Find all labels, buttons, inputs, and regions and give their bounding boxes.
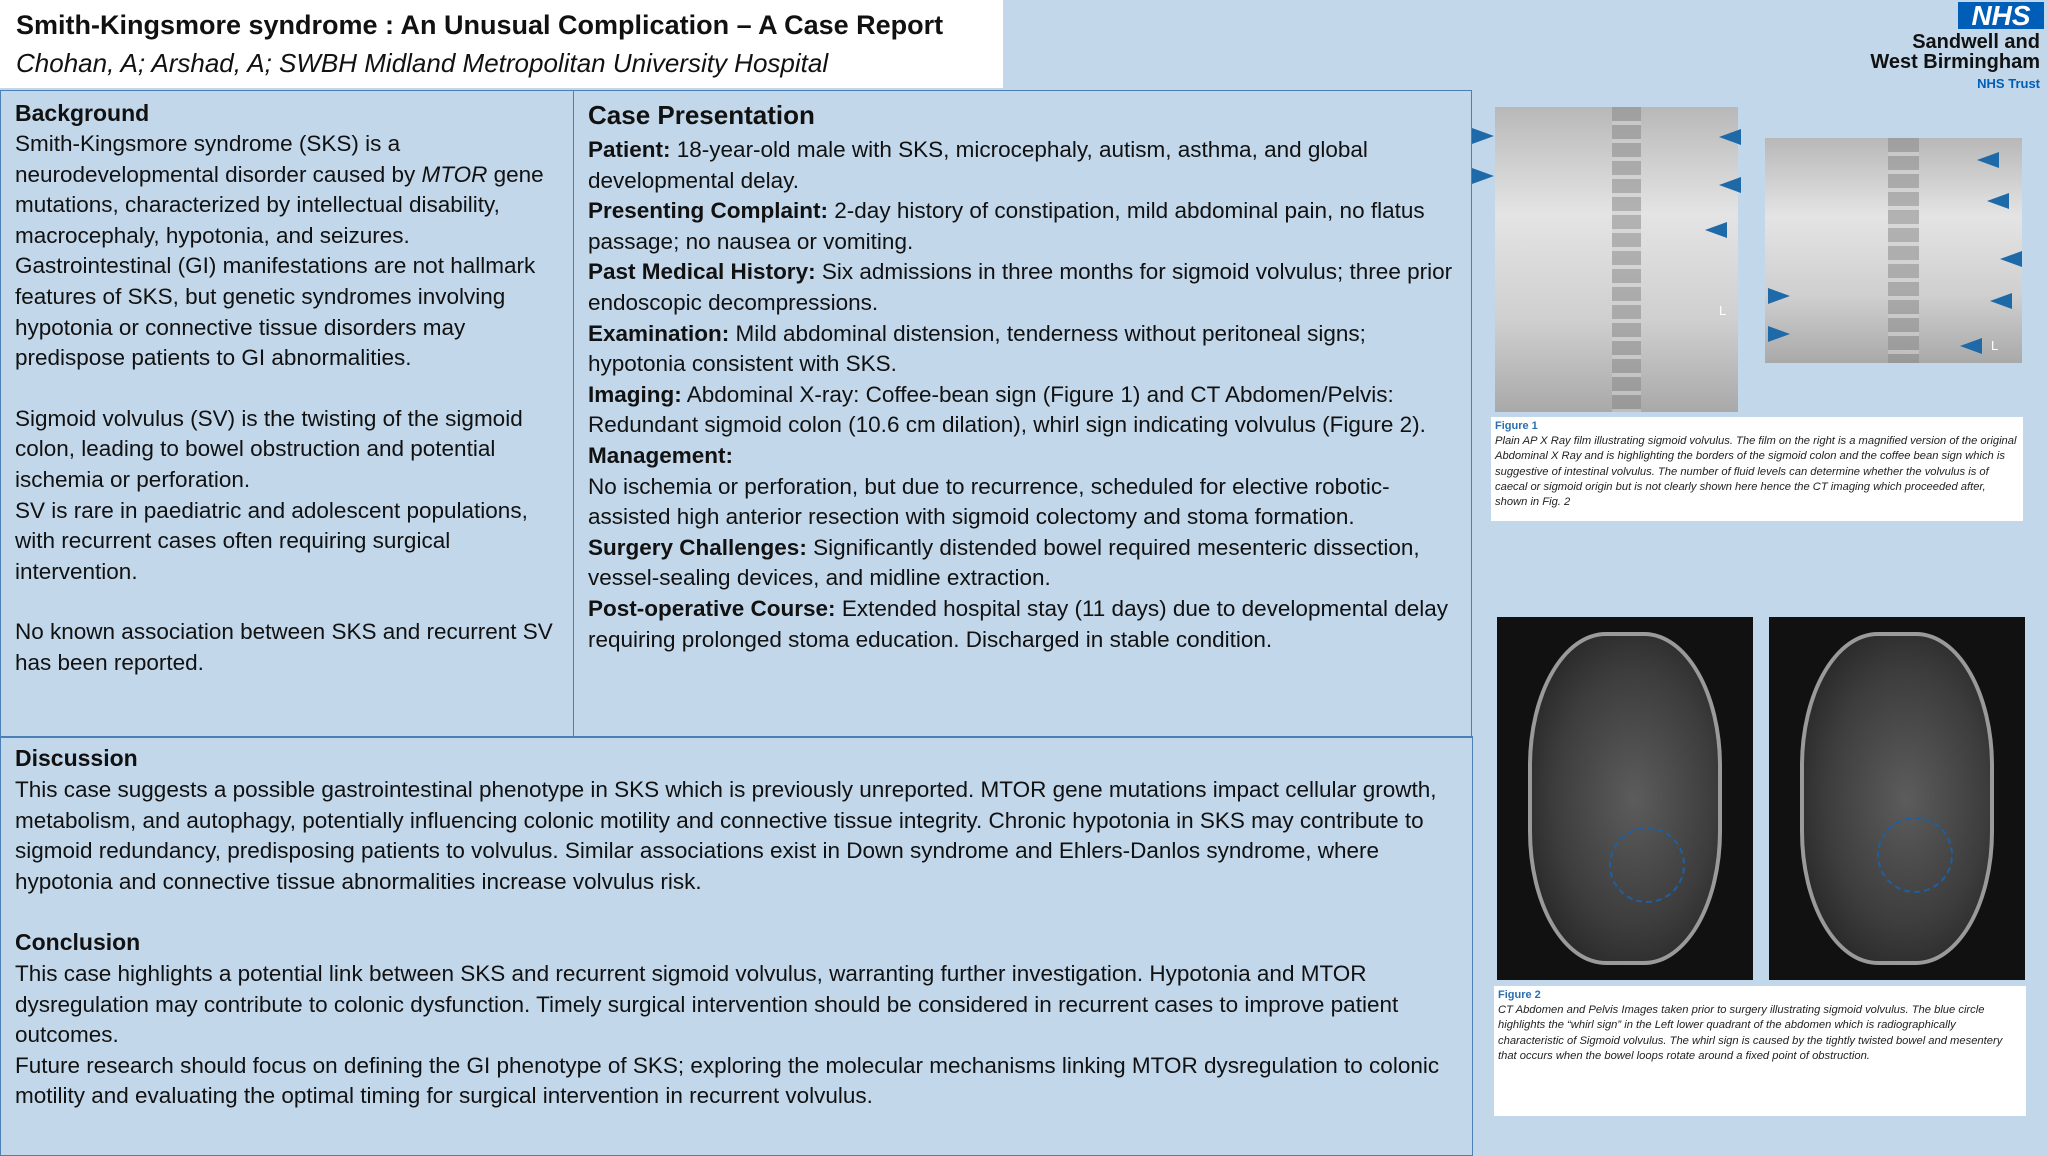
discussion-text: This case suggests a possible gastrointestinal phenotype in SKS which is previously unreported. MTOR gene mutations impact cellular growth, metabolism, and autophagy, potentially influencing colonic motility and connective tissue integrity. Chronic hypotonia in SKS may contribute to sigmoid redundancy, predisposing patients to volvulus. Similar associations exist in Down syndrome and Ehlers-Danlos syndrome, where hypotonia and connective tissue abnormalities increase volvulus risk. <box>15 777 1437 894</box>
case-item <box>588 319 1468 380</box>
discussion-heading: Discussion <box>15 745 138 771</box>
case-item <box>588 472 1468 533</box>
figure-2-caption <box>1494 986 2026 1116</box>
case-item-label: Patient: <box>588 137 671 162</box>
case-item-text: Six admissions in three months for sigmoid volvulus; three prior endoscopic decompressions. <box>588 259 1453 315</box>
xray-arrow-icon <box>1960 338 1982 354</box>
case-item-label: Post-operative Course: <box>588 595 836 621</box>
xray-side-marker: L <box>1719 303 1727 318</box>
case-item-text: Significantly distended bowel required mesenteric dissection, vessel-sealing devices, and midline extraction. <box>588 534 1420 591</box>
xray-arrow-icon <box>1768 288 1790 304</box>
background-paragraph-1 <box>15 129 570 374</box>
conclusion-text <box>15 959 1465 1112</box>
xray-arrow-icon <box>1705 222 1727 238</box>
background-p1-end: gene mutations, characterized by intellectual disability, macrocephaly, hypotonia, and seizures. Gastrointestinal (GI) manifestations are not hallmark features of SKS, but genetic syndromes involving hypotonia or connective tissue disorders may predispose patients to GI abnormalities. <box>15 161 544 371</box>
case-item <box>588 380 1468 441</box>
figure-1-caption <box>1491 417 2023 521</box>
case-item <box>588 135 1468 196</box>
nhs-logo: NHS <box>1958 2 2044 29</box>
case-item-label: Imaging: <box>588 381 682 407</box>
xray-arrow-icon <box>1987 193 2009 209</box>
figure-2-label: Figure 2 <box>1498 989 1541 1001</box>
ct-image-1 <box>1497 617 1753 980</box>
poster-authors: Chohan, A; Arshad, A; SWBH Midland Metropolitan University Hospital <box>16 48 829 78</box>
case-item <box>588 257 1468 318</box>
ct-image-2 <box>1769 617 2025 980</box>
background-paragraph-4: No known association between SKS and recurrent SV has been reported. <box>15 619 553 675</box>
case-item <box>588 441 1468 472</box>
figure-1-caption-text: Plain AP X Ray film illustrating sigmoid volvulus. The film on the right is a magnified version of the original Abdominal X Ray and is highlighting the borders of the sigmoid colon and the coffee bean sign which is suggestive of intestinal volvulus. The number of fluid levels can determine whether the volvulus is of caecal or sigmoid origin but is not clearly shown here hence the CT imaging which proceeded after, shown in Fig. 2 <box>1495 435 2017 509</box>
ct-body-outline <box>1528 632 1723 966</box>
background-p1-gene: MTOR <box>421 161 488 187</box>
case-item-text: 2-day history of constipation, mild abdominal pain, no flatus passage; no nausea or vomiting. <box>588 198 1425 254</box>
xray-arrow-icon <box>1977 152 1999 168</box>
case-item-text: Abdominal X-ray: Coffee-bean sign (Figure 1) and CT Abdomen/Pelvis: Redundant sigmoid colon (10.6 cm dilation), whirl sign indicating volvulus (Figure 2). <box>588 381 1426 438</box>
case-item-label: Management: <box>588 442 734 468</box>
conclusion-heading: Conclusion <box>15 929 141 955</box>
xray-arrow-icon <box>1719 177 1741 193</box>
conclusion-paragraph-1: This case highlights a potential link between SKS and recurrent sigmoid volvulus, warranting further investigation. Hypotonia and MTOR dysregulation may contribute to colonic dysfunction. Timely surgical intervention should be considered in recurrent cases to improve patient outcomes. <box>15 961 1399 1048</box>
case-item-text: No ischemia or perforation, but due to recurrence, scheduled for elective robotic-assisted high anterior resection with sigmoid colectomy and stoma formation. <box>588 473 1390 530</box>
figure-1-label: Figure 1 <box>1495 420 1538 432</box>
case-item-text: Extended hospital stay (11 days) due to developmental delay requiring prolonged stoma education. Discharged in stable condition. <box>588 595 1449 652</box>
case-item-label: Surgery Challenges: <box>588 534 807 560</box>
trust-name-line1: Sandwell and <box>1912 31 2040 53</box>
trust-name-line2: West Birmingham <box>1870 51 2040 73</box>
case-item-text: 18-year-old male with SKS, microcephaly, autism, asthma, and global developmental delay. <box>588 137 1368 193</box>
xray-image-full <box>1495 107 1738 412</box>
background-text <box>15 129 570 679</box>
case-presentation-text <box>588 135 1468 742</box>
figure-2-caption-text: CT Abdomen and Pelvis Images taken prior to surgery illustrating sigmoid volvulus. The blue circle highlights the “whirl sign” in the Left lower quadrant of the abdomen which is radiographically characteristic of Sigmoid volvulus. The whirl sign is caused by the tightly twisted bowel and mesentery that occurs when the bowel loops rotate around a fixed point of obstruction. <box>1498 1004 2003 1062</box>
whirl-sign-circle <box>1877 817 1953 893</box>
poster-title: Smith-Kingsmore syndrome : An Unusual Complication – A Case Report <box>16 10 944 40</box>
xray-arrow-icon <box>1990 293 2012 309</box>
xray-arrow-icon <box>1719 129 1741 145</box>
background-paragraph-3: SV is rare in paediatric and adolescent populations, with recurrent cases often requiring surgical intervention. <box>15 497 528 584</box>
case-item-text: Mild abdominal distension, tenderness without peritoneal signs; hypotonia consistent with SKS. <box>588 320 1366 377</box>
xray-arrow-icon <box>1472 168 1494 184</box>
ct-body-outline <box>1800 632 1995 966</box>
xray-spine-shadow <box>1612 107 1641 412</box>
case-item <box>588 196 1468 257</box>
case-item <box>588 594 1468 655</box>
xray-side-marker: L <box>1991 338 1999 353</box>
trust-name-line3: NHS Trust <box>1977 76 2040 91</box>
xray-image-magnified <box>1765 138 2022 363</box>
case-item-label: Presenting Complaint: <box>588 198 829 224</box>
xray-arrow-icon <box>2000 251 2022 267</box>
case-presentation-heading: Case Presentation <box>588 100 815 130</box>
background-paragraph-2: Sigmoid volvulus (SV) is the twisting of the sigmoid colon, leading to bowel obstruction and potential ischemia or perforation. <box>15 405 523 492</box>
conclusion-paragraph-2: Future research should focus on defining the GI phenotype of SKS; exploring the molecular mechanisms linking MTOR dysregulation to colonic motility and evaluating the optimal timing for surgical intervention in recurrent volvulus. <box>15 1052 1440 1109</box>
whirl-sign-circle <box>1609 827 1685 903</box>
case-item-label: Past Medical History: <box>588 259 816 285</box>
xray-spine-shadow <box>1888 138 1919 363</box>
background-heading: Background <box>15 100 150 126</box>
xray-arrow-icon <box>1472 128 1494 144</box>
background-p1-start: Smith-Kingsmore syndrome (SKS) is a neurodevelopmental disorder caused by <box>15 131 422 187</box>
case-item-label: Examination: <box>588 320 730 346</box>
xray-arrow-icon <box>1768 326 1790 342</box>
case-item <box>588 533 1468 594</box>
